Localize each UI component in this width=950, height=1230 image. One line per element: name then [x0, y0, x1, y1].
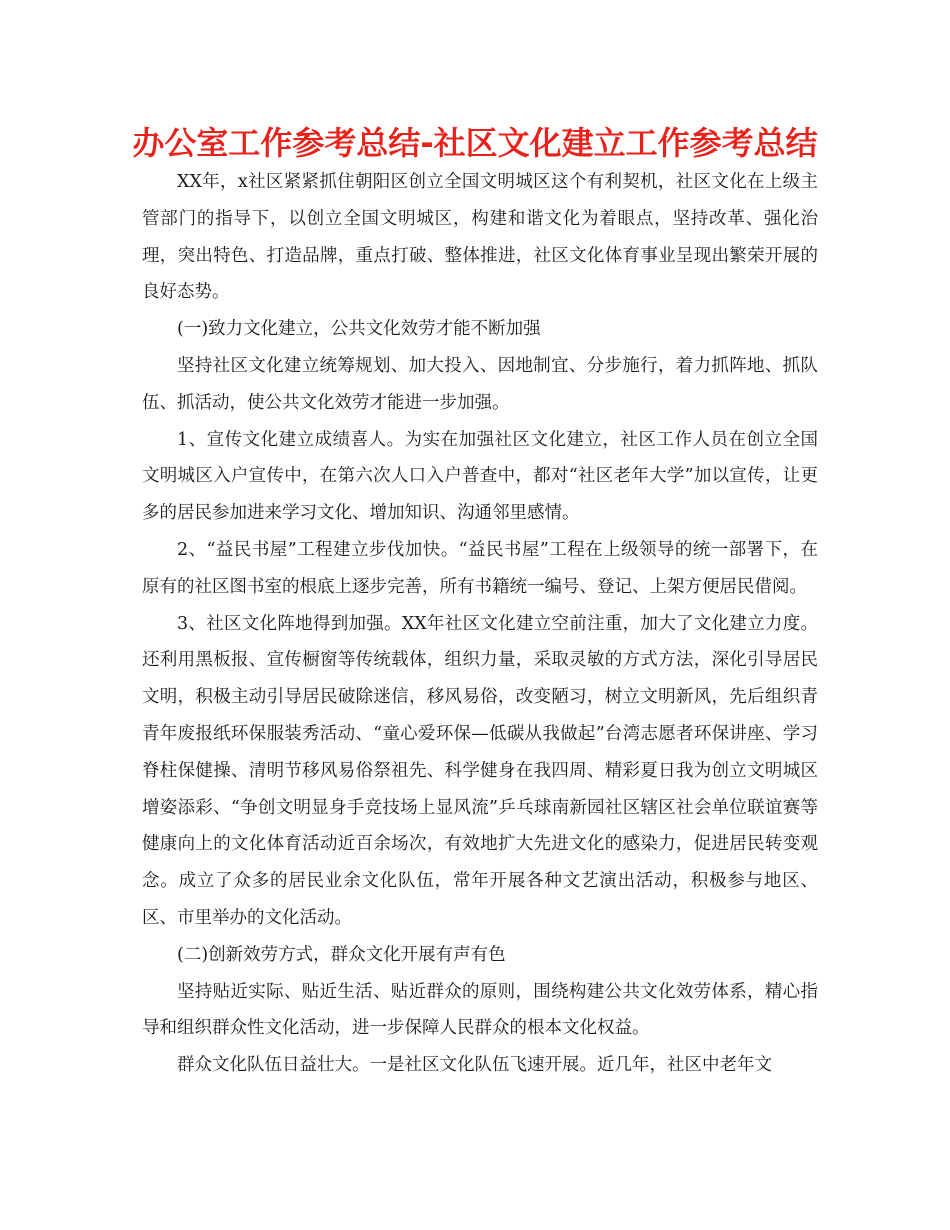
document-body	[142, 164, 818, 1084]
paragraph-intro: XX年，x社区紧紧抓住朝阳区创立全国文明城区这个有利契机，社区文化在上级主管部门的指导下，以创立全国文明城区，构建和谐文化为着眼点，坚持改革、强化治理，突出特色、打造品牌，重点打破、整体推进，社区文化体育事业呈现出繁荣开展的良好态势。	[142, 172, 818, 303]
paragraph: 群众文化队伍日益壮大。一是社区文化队伍飞速开展。近几年，社区中老年文	[177, 1055, 772, 1076]
list-item-3: 3、社区文化阵地得到加强。XX年社区文化建立空前注重，加大了文化建立力度。还利用黑板报、宣传橱窗等传统载体，组织力量，采取灵敏的方式方法，深化引导居民文明，积极主动引导居民破除迷信，移风易俗，改变陋习，树立文明新风，先后组织青青年废报纸环保服装秀活动、“童心爱环保—低碳从我做起”台湾志愿者环保讲座、学习脊柱保健操、清明节移风易俗祭祖先、科学健身在我四周、精彩夏日我为创立文明城区增姿添彩、“争创文明显身手竞技场上显风流”乒乓球南新园社区辖区社会单位联谊赛等健康向上的文化体育活动近百余场次，有效地扩大先进文化的感染力，促进居民转变观念。成立了众多的居民业余文化队伍，常年开展各种文艺演出活动，积极参与地区、区、市里举办的文化活动。	[142, 613, 818, 928]
list-item-1: 1、宣传文化建立成绩喜人。为实在加强社区文化建立，社区工作人员在创立全国文明城区入户宣传中，在第六次人口入户普查中，都对“社区老年大学”加以宣传，让更多的居民参加进来学习文化、增加知识、沟通邻里感情。	[142, 429, 818, 524]
section-heading-2: (二)创新效劳方式，群众文化开展有声有色	[177, 944, 506, 965]
paragraph: 坚持社区文化建立统筹规划、加大投入、因地制宜、分步施行，着力抓阵地、抓队伍、抓活动，使公共文化效劳才能进一步加强。	[142, 355, 818, 413]
document-title: 办公室工作参考总结-社区文化建立工作参考总结	[132, 124, 818, 162]
list-item-2: 2、“益民书屋”工程建立步伐加快。“益民书屋”工程在上级领导的统一部署下，在原有的社区图书室的根底上逐步完善，所有书籍统一编号、登记、上架方便居民借阅。	[142, 539, 818, 597]
paragraph: 坚持贴近实际、贴近生活、贴近群众的原则，围绕构建公共文化效劳体系，精心指导和组织群众性文化活动，进一步保障人民群众的根本文化权益。	[142, 981, 818, 1039]
section-heading-1: (一)致力文化建立，公共文化效劳才能不断加强	[177, 319, 541, 340]
